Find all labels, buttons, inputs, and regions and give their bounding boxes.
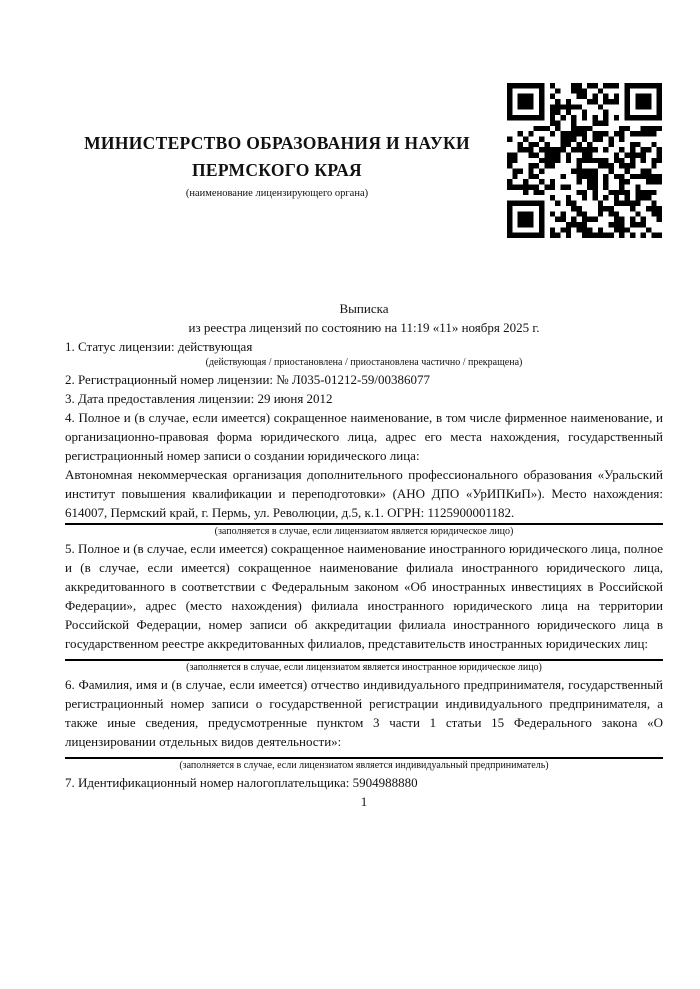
item-7-taxpayer-number: 7. Идентификационный номер налогоплательщика: 5904988880 bbox=[65, 775, 418, 790]
item-4-note: (заполняется в случае, если лицензиатом является юридическое лицо) bbox=[214, 526, 514, 537]
item-4-answer: Автономная некоммерческая организация дополнительного профессионального образования «Уральский институт повышения квалификации и переподготовки» (АНО ДПО «УрИПКиП»). Место нахождения: 614007, Пермский край, г. Пермь, ул. Революции, д.5, к.1. ОГРН: 1125900001182. bbox=[65, 467, 663, 520]
doc-title-line1: Выписка bbox=[339, 301, 389, 316]
item-3-license-date: 3. Дата предоставления лицензии: 29 июня 2012 bbox=[65, 391, 333, 406]
page-number: 1 bbox=[360, 794, 368, 809]
item-1-license-status: 1. Статус лицензии: действующая bbox=[65, 339, 253, 354]
doc-title-line2: из реестра лицензий по состоянию на 11:19 «11» ноября 2025 г. bbox=[188, 320, 540, 335]
item-6-question: 6. Фамилия, имя и (в случае, если имеется) отчество индивидуального предпринимателя, государственный регистрационный номер записи о государственной регистрации индивидуального предпринимателя, а также иные сведения, предусмотренные пунктом 3 части 1 статьи 15 Федерального закона «О лицензировании отдельных видов деятельности»: bbox=[65, 677, 663, 749]
item-4-question: 4. Полное и (в случае, если имеется) сокращенное наименование, в том числе фирменное наименование, и организационно-правовая форма юридического лица, адрес его места нахождения, государственный регистрационный номер записи о создании юридического лица: bbox=[65, 410, 663, 463]
ministry-name-line1: МИНИСТЕРСТВО ОБРАЗОВАНИЯ И НАУКИ bbox=[84, 133, 470, 153]
item-5-question: 5. Полное и (в случае, если имеется) сокращенное наименование иностранного юридического лица, полное и (в случае, если имеется) сокращенное наименование филиала иностранного юридического лица, аккредитованного в соответствии с Федеральным законом «Об иностранных инвестициях в Российской Федерации», адрес (место нахождения) филиала иностранного юридического лица на территории Российской Федерации, номер записи об аккредитации филиала иностранного юридического лица в государственном реестре аккредитованных филиалов, представительств иностранных юридических лиц: bbox=[65, 541, 663, 651]
qr-code-image bbox=[507, 83, 662, 238]
item-6-note: (заполняется в случае, если лицензиатом является индивидуальный предприниматель) bbox=[179, 760, 549, 771]
document-body bbox=[65, 299, 663, 811]
licensing-authority-note: (наименование лицензирующего органа) bbox=[185, 188, 369, 199]
licensing-authority-header bbox=[65, 130, 489, 200]
ministry-name-line2: ПЕРМСКОГО КРАЯ bbox=[192, 160, 362, 180]
item-1-note: (действующая / приостановлена / приостановлена частично / прекращена) bbox=[205, 357, 523, 368]
item-2-registration-number: 2. Регистрационный номер лицензии: № Л035-01212-59/00386077 bbox=[65, 372, 431, 387]
qr-code bbox=[507, 83, 662, 238]
item-5-note: (заполняется в случае, если лицензиатом является иностранное юридическое лицо) bbox=[186, 662, 542, 673]
